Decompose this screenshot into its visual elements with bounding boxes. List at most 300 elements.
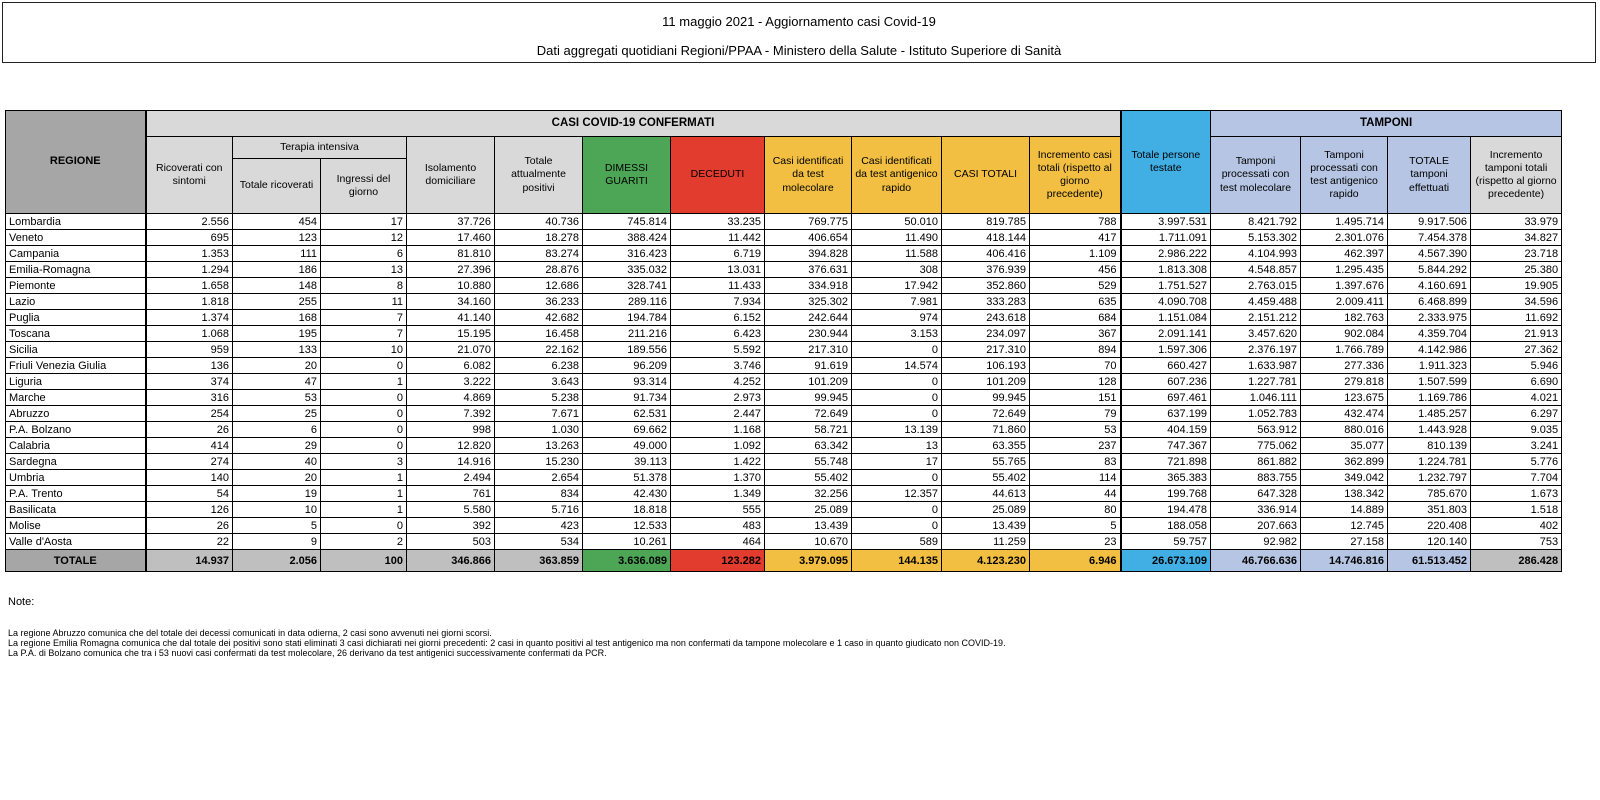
table-cell: 5 bbox=[1030, 518, 1121, 534]
table-cell: 55.748 bbox=[765, 454, 852, 470]
table-cell: 25.380 bbox=[1471, 262, 1562, 278]
table-cell: 959 bbox=[146, 342, 233, 358]
table-cell: 0 bbox=[321, 518, 407, 534]
table-cell: 4.160.691 bbox=[1388, 278, 1471, 294]
table-cell: 92.982 bbox=[1211, 534, 1301, 550]
table-cell: 17.942 bbox=[852, 278, 942, 294]
header-people-tested: Totale persone testate bbox=[1121, 111, 1211, 214]
table-cell: 138.342 bbox=[1301, 486, 1388, 502]
table-cell: 1.353 bbox=[146, 246, 233, 262]
table-cell: 810.139 bbox=[1388, 438, 1471, 454]
table-cell: 53 bbox=[233, 390, 321, 406]
table-cell: 589 bbox=[852, 534, 942, 550]
notes-title: Note: bbox=[8, 596, 35, 608]
table-cell: 72.649 bbox=[765, 406, 852, 422]
table-row bbox=[6, 214, 1562, 230]
table-cell: 998 bbox=[407, 422, 495, 438]
table-cell: 237 bbox=[1030, 438, 1121, 454]
table-cell: 414 bbox=[146, 438, 233, 454]
table-cell: 0 bbox=[321, 438, 407, 454]
table-cell: 25.089 bbox=[942, 502, 1030, 518]
table-cell: 230.944 bbox=[765, 326, 852, 342]
table-cell: 151 bbox=[1030, 390, 1121, 406]
region-name: Lazio bbox=[6, 294, 146, 310]
table-cell: 13.139 bbox=[852, 422, 942, 438]
header-icu-admissions: Ingressi del giorno bbox=[321, 159, 407, 214]
table-cell: 242.644 bbox=[765, 310, 852, 326]
table-cell: 4.021 bbox=[1471, 390, 1562, 406]
table-cell: 16.458 bbox=[495, 326, 583, 342]
table-cell: 365.383 bbox=[1121, 470, 1211, 486]
table-cell: 607.236 bbox=[1121, 374, 1211, 390]
region-name: Molise bbox=[6, 518, 146, 534]
table-cell: 23 bbox=[1030, 534, 1121, 550]
table-cell: 194.784 bbox=[583, 310, 671, 326]
table-cell: 55.402 bbox=[942, 470, 1030, 486]
table-cell: 5.716 bbox=[495, 502, 583, 518]
table-cell: 417 bbox=[1030, 230, 1121, 246]
table-cell: 182.763 bbox=[1301, 310, 1388, 326]
region-name: Toscana bbox=[6, 326, 146, 342]
table-cell: 34.160 bbox=[407, 294, 495, 310]
table-cell: 6.082 bbox=[407, 358, 495, 374]
table-cell: 51.378 bbox=[583, 470, 671, 486]
table-cell: 1.109 bbox=[1030, 246, 1121, 262]
table-cell: 697.461 bbox=[1121, 390, 1211, 406]
table-cell: 1.518 bbox=[1471, 502, 1562, 518]
table-cell: 483 bbox=[671, 518, 765, 534]
table-cell: 1.092 bbox=[671, 438, 765, 454]
table-cell: 5.580 bbox=[407, 502, 495, 518]
notes-lines bbox=[8, 628, 1006, 658]
table-cell: 3 bbox=[321, 454, 407, 470]
table-cell: 362.899 bbox=[1301, 454, 1388, 470]
table-cell: 96.209 bbox=[583, 358, 671, 374]
table-cell: 880.016 bbox=[1301, 422, 1388, 438]
table-row bbox=[6, 454, 1562, 470]
header-swabs-increase: Incremento tamponi totali (rispetto al giorno precedente) bbox=[1471, 137, 1562, 214]
notes-section bbox=[8, 596, 1006, 658]
table-cell: 220.408 bbox=[1388, 518, 1471, 534]
table-cell: 128 bbox=[1030, 374, 1121, 390]
header-regione: REGIONE bbox=[6, 111, 146, 214]
table-cell: 13.439 bbox=[942, 518, 1030, 534]
table-row bbox=[6, 470, 1562, 486]
region-name: Abruzzo bbox=[6, 406, 146, 422]
table-cell: 1.224.781 bbox=[1388, 454, 1471, 470]
table-cell: 1.818 bbox=[146, 294, 233, 310]
table-cell: 352.860 bbox=[942, 278, 1030, 294]
table-row bbox=[6, 294, 1562, 310]
table-cell: 123.675 bbox=[1301, 390, 1388, 406]
table-cell: 1.633.987 bbox=[1211, 358, 1301, 374]
table-cell: 404.159 bbox=[1121, 422, 1211, 438]
table-cell: 70 bbox=[1030, 358, 1121, 374]
table-cell: 5.238 bbox=[495, 390, 583, 406]
table-cell: 15.230 bbox=[495, 454, 583, 470]
table-cell: 91.619 bbox=[765, 358, 852, 374]
table-cell: 788 bbox=[1030, 214, 1121, 230]
header-cases-antigen: Casi identificati da test antigenico rapido bbox=[852, 137, 942, 214]
region-name: Lombardia bbox=[6, 214, 146, 230]
table-cell: 10 bbox=[233, 502, 321, 518]
table-cell: 6.946 bbox=[1030, 550, 1121, 572]
table-cell: 42.430 bbox=[583, 486, 671, 502]
table-cell: 974 bbox=[852, 310, 942, 326]
table-cell: 1.227.781 bbox=[1211, 374, 1301, 390]
table-cell: 15.195 bbox=[407, 326, 495, 342]
table-cell: 255 bbox=[233, 294, 321, 310]
table-cell: 10.261 bbox=[583, 534, 671, 550]
table-cell: 234.097 bbox=[942, 326, 1030, 342]
table-cell: 44 bbox=[1030, 486, 1121, 502]
table-cell: 14.937 bbox=[146, 550, 233, 572]
table-cell: 1.374 bbox=[146, 310, 233, 326]
table-cell: 861.882 bbox=[1211, 454, 1301, 470]
table-cell: 25 bbox=[233, 406, 321, 422]
table-cell: 3.222 bbox=[407, 374, 495, 390]
table-cell: 207.663 bbox=[1211, 518, 1301, 534]
table-cell: 6 bbox=[321, 246, 407, 262]
table-cell: 3.457.620 bbox=[1211, 326, 1301, 342]
table-cell: 14.574 bbox=[852, 358, 942, 374]
table-cell: 106.193 bbox=[942, 358, 1030, 374]
table-cell: 29 bbox=[233, 438, 321, 454]
table-cell: 47 bbox=[233, 374, 321, 390]
table-cell: 35.077 bbox=[1301, 438, 1388, 454]
table-cell: 1.046.111 bbox=[1211, 390, 1301, 406]
table-cell: 1.295.435 bbox=[1301, 262, 1388, 278]
header-icu-total: Totale ricoverati bbox=[233, 159, 321, 214]
table-cell: 20 bbox=[233, 470, 321, 486]
table-cell: 1.052.783 bbox=[1211, 406, 1301, 422]
table-cell: 289.116 bbox=[583, 294, 671, 310]
table-cell: 32.256 bbox=[765, 486, 852, 502]
table-cell: 3.643 bbox=[495, 374, 583, 390]
table-cell: 6.238 bbox=[495, 358, 583, 374]
table-cell: 11.692 bbox=[1471, 310, 1562, 326]
table-cell: 695 bbox=[146, 230, 233, 246]
table-row bbox=[6, 374, 1562, 390]
region-name: Sicilia bbox=[6, 342, 146, 358]
table-cell: 1.397.676 bbox=[1301, 278, 1388, 294]
table-cell: 21.070 bbox=[407, 342, 495, 358]
table-cell: 3.979.095 bbox=[765, 550, 852, 572]
header-currently-positive: Totale attualmente positivi bbox=[495, 137, 583, 214]
table-cell: 503 bbox=[407, 534, 495, 550]
table-cell: 462.397 bbox=[1301, 246, 1388, 262]
header-hospitalized: Ricoverati con sintomi bbox=[146, 137, 233, 214]
table-row bbox=[6, 486, 1562, 502]
table-cell: 745.814 bbox=[583, 214, 671, 230]
table-cell: 5.776 bbox=[1471, 454, 1562, 470]
table-cell: 14.889 bbox=[1301, 502, 1388, 518]
table-cell: 456 bbox=[1030, 262, 1121, 278]
table-cell: 2.056 bbox=[233, 550, 321, 572]
table-cell: 100 bbox=[321, 550, 407, 572]
table-cell: 18.278 bbox=[495, 230, 583, 246]
table-cell: 53 bbox=[1030, 422, 1121, 438]
table-cell: 1 bbox=[321, 470, 407, 486]
region-name: Marche bbox=[6, 390, 146, 406]
table-cell: 684 bbox=[1030, 310, 1121, 326]
table-cell: 123.282 bbox=[671, 550, 765, 572]
table-cell: 883.755 bbox=[1211, 470, 1301, 486]
table-cell: 819.785 bbox=[942, 214, 1030, 230]
table-cell: 334.918 bbox=[765, 278, 852, 294]
table-cell: 27.362 bbox=[1471, 342, 1562, 358]
table-cell: 3.241 bbox=[1471, 438, 1562, 454]
table-cell: 13.031 bbox=[671, 262, 765, 278]
table-cell: 10.670 bbox=[765, 534, 852, 550]
table-cell: 72.649 bbox=[942, 406, 1030, 422]
table-cell: 1.443.928 bbox=[1388, 422, 1471, 438]
table-cell: 7.704 bbox=[1471, 470, 1562, 486]
table-cell: 11 bbox=[321, 294, 407, 310]
table-cell: 1.294 bbox=[146, 262, 233, 278]
table-cell: 1 bbox=[321, 486, 407, 502]
table-cell: 647.328 bbox=[1211, 486, 1301, 502]
table-cell: 316 bbox=[146, 390, 233, 406]
table-cell: 12.820 bbox=[407, 438, 495, 454]
table-cell: 5 bbox=[233, 518, 321, 534]
region-name: Valle d'Aosta bbox=[6, 534, 146, 550]
table-cell: 1.751.527 bbox=[1121, 278, 1211, 294]
table-cell: 0 bbox=[321, 406, 407, 422]
table-cell: 1.068 bbox=[146, 326, 233, 342]
table-cell: 126 bbox=[146, 502, 233, 518]
table-cell: 1.370 bbox=[671, 470, 765, 486]
table-cell: 13.439 bbox=[765, 518, 852, 534]
table-cell: 4.567.390 bbox=[1388, 246, 1471, 262]
table-cell: 2.376.197 bbox=[1211, 342, 1301, 358]
table-cell: 1.485.257 bbox=[1388, 406, 1471, 422]
table-cell: 464 bbox=[671, 534, 765, 550]
table-cell: 101.209 bbox=[765, 374, 852, 390]
table-cell: 279.818 bbox=[1301, 374, 1388, 390]
table-cell: 199.768 bbox=[1121, 486, 1211, 502]
region-name: Sardegna bbox=[6, 454, 146, 470]
header-swabs-total: TOTALE tamponi effettuati bbox=[1388, 137, 1471, 214]
table-cell: 388.424 bbox=[583, 230, 671, 246]
table-cell: 0 bbox=[852, 390, 942, 406]
table-cell: 637.199 bbox=[1121, 406, 1211, 422]
table-cell: 0 bbox=[852, 518, 942, 534]
table-row bbox=[6, 502, 1562, 518]
table-cell: 363.859 bbox=[495, 550, 583, 572]
table-cell: 328.741 bbox=[583, 278, 671, 294]
table-cell: 376.939 bbox=[942, 262, 1030, 278]
table-row bbox=[6, 390, 1562, 406]
table-cell: 308 bbox=[852, 262, 942, 278]
table-cell: 13 bbox=[852, 438, 942, 454]
table-cell: 5.946 bbox=[1471, 358, 1562, 374]
table-cell: 394.828 bbox=[765, 246, 852, 262]
table-cell: 114 bbox=[1030, 470, 1121, 486]
region-name: Emilia-Romagna bbox=[6, 262, 146, 278]
table-cell: 144.135 bbox=[852, 550, 942, 572]
report-title-box bbox=[2, 2, 1596, 63]
table-cell: 120.140 bbox=[1388, 534, 1471, 550]
table-cell: 18.818 bbox=[583, 502, 671, 518]
table-cell: 8.421.792 bbox=[1211, 214, 1301, 230]
table-cell: 11.490 bbox=[852, 230, 942, 246]
table-cell: 40.736 bbox=[495, 214, 583, 230]
table-cell: 1.813.308 bbox=[1121, 262, 1211, 278]
region-name: P.A. Bolzano bbox=[6, 422, 146, 438]
table-cell: 26.673.109 bbox=[1121, 550, 1211, 572]
table-cell: 83.274 bbox=[495, 246, 583, 262]
table-cell: 277.336 bbox=[1301, 358, 1388, 374]
table-cell: 0 bbox=[852, 374, 942, 390]
table-cell: 6.690 bbox=[1471, 374, 1562, 390]
table-cell: 186 bbox=[233, 262, 321, 278]
table-cell: 7.392 bbox=[407, 406, 495, 422]
table-cell: 111 bbox=[233, 246, 321, 262]
table-cell: 136 bbox=[146, 358, 233, 374]
table-cell: 635 bbox=[1030, 294, 1121, 310]
header-swabs-molecular: Tamponi processati con test molecolare bbox=[1211, 137, 1301, 214]
table-cell: 28.876 bbox=[495, 262, 583, 278]
table-cell: 3.746 bbox=[671, 358, 765, 374]
table-cell: 0 bbox=[321, 358, 407, 374]
table-cell: 775.062 bbox=[1211, 438, 1301, 454]
table-cell: 17 bbox=[321, 214, 407, 230]
table-cell: 14.746.816 bbox=[1301, 550, 1388, 572]
table-row bbox=[6, 518, 1562, 534]
table-cell: 79 bbox=[1030, 406, 1121, 422]
table-cell: 13 bbox=[321, 262, 407, 278]
table-cell: 55.765 bbox=[942, 454, 1030, 470]
table-cell: 2.151.212 bbox=[1211, 310, 1301, 326]
region-name: TOTALE bbox=[6, 550, 146, 572]
table-cell: 423 bbox=[495, 518, 583, 534]
table-cell: 195 bbox=[233, 326, 321, 342]
table-row bbox=[6, 422, 1562, 438]
table-cell: 33.979 bbox=[1471, 214, 1562, 230]
table-cell: 563.912 bbox=[1211, 422, 1301, 438]
table-cell: 10.880 bbox=[407, 278, 495, 294]
table-cell: 335.032 bbox=[583, 262, 671, 278]
table-cell: 902.084 bbox=[1301, 326, 1388, 342]
report-subtitle: Dati aggregati quotidiani Regioni/PPAA - Ministero della Salute - Istituto Superiore di Sanità bbox=[536, 43, 1062, 58]
header-recovered: DIMESSI GUARITI bbox=[583, 137, 671, 214]
table-cell: 83 bbox=[1030, 454, 1121, 470]
table-cell: 12.357 bbox=[852, 486, 942, 502]
table-cell: 4.548.857 bbox=[1211, 262, 1301, 278]
table-cell: 217.310 bbox=[765, 342, 852, 358]
table-cell: 753 bbox=[1471, 534, 1562, 550]
table-cell: 41.140 bbox=[407, 310, 495, 326]
table-cell: 2.763.015 bbox=[1211, 278, 1301, 294]
table-cell: 188.058 bbox=[1121, 518, 1211, 534]
table-cell: 1.349 bbox=[671, 486, 765, 502]
table-cell: 2.986.222 bbox=[1121, 246, 1211, 262]
table-cell: 55.402 bbox=[765, 470, 852, 486]
table-cell: 34.596 bbox=[1471, 294, 1562, 310]
table-cell: 39.113 bbox=[583, 454, 671, 470]
table-cell: 21.913 bbox=[1471, 326, 1562, 342]
table-cell: 1.597.306 bbox=[1121, 342, 1211, 358]
table-cell: 0 bbox=[852, 342, 942, 358]
table-cell: 1.169.786 bbox=[1388, 390, 1471, 406]
table-cell: 316.423 bbox=[583, 246, 671, 262]
table-row bbox=[6, 358, 1562, 374]
table-cell: 217.310 bbox=[942, 342, 1030, 358]
table-cell: 454 bbox=[233, 214, 321, 230]
table-cell: 2.973 bbox=[671, 390, 765, 406]
table-cell: 0 bbox=[852, 406, 942, 422]
table-cell: 254 bbox=[146, 406, 233, 422]
table-cell: 211.216 bbox=[583, 326, 671, 342]
table-header bbox=[6, 111, 1562, 214]
table-cell: 6.152 bbox=[671, 310, 765, 326]
table-cell: 80 bbox=[1030, 502, 1121, 518]
table-cell: 189.556 bbox=[583, 342, 671, 358]
table-cell: 11.259 bbox=[942, 534, 1030, 550]
table-cell: 351.803 bbox=[1388, 502, 1471, 518]
table-cell: 747.367 bbox=[1121, 438, 1211, 454]
table-cell: 63.355 bbox=[942, 438, 1030, 454]
table-cell: 19 bbox=[233, 486, 321, 502]
table-cell: 63.342 bbox=[765, 438, 852, 454]
region-name: Liguria bbox=[6, 374, 146, 390]
table-cell: 1.507.599 bbox=[1388, 374, 1471, 390]
table-cell: 91.734 bbox=[583, 390, 671, 406]
table-cell: 33.235 bbox=[671, 214, 765, 230]
table-cell: 4.459.488 bbox=[1211, 294, 1301, 310]
table-row bbox=[6, 230, 1562, 246]
table-cell: 4.142.986 bbox=[1388, 342, 1471, 358]
table-cell: 1.168 bbox=[671, 422, 765, 438]
table-row bbox=[6, 310, 1562, 326]
table-row bbox=[6, 534, 1562, 550]
table-cell: 6 bbox=[233, 422, 321, 438]
table-cell: 1.151.084 bbox=[1121, 310, 1211, 326]
table-cell: 27.396 bbox=[407, 262, 495, 278]
table-cell: 19.905 bbox=[1471, 278, 1562, 294]
table-cell: 8 bbox=[321, 278, 407, 294]
region-name: Calabria bbox=[6, 438, 146, 454]
table-cell: 5.153.302 bbox=[1211, 230, 1301, 246]
header-cases-increase: Incremento casi totali (rispetto al giorno precedente) bbox=[1030, 137, 1121, 214]
report-title: 11 maggio 2021 - Aggiornamento casi Covid-19 bbox=[662, 14, 936, 29]
table-cell: 1.711.091 bbox=[1121, 230, 1211, 246]
table-cell: 6.719 bbox=[671, 246, 765, 262]
table-cell: 4.869 bbox=[407, 390, 495, 406]
table-cell: 93.314 bbox=[583, 374, 671, 390]
table-cell: 6.423 bbox=[671, 326, 765, 342]
region-name: Veneto bbox=[6, 230, 146, 246]
header-group-confirmed-cases: CASI COVID-19 CONFERMATI bbox=[146, 111, 1121, 137]
note-line: La P.A. di Bolzano comunica che tra i 53 nuovi casi confermati da test molecolare, 26 derivano da test antigenici successivamente confermati da PCR. bbox=[8, 648, 607, 658]
table-cell: 61.513.452 bbox=[1388, 550, 1471, 572]
table-cell: 418.144 bbox=[942, 230, 1030, 246]
table-cell: 2.301.076 bbox=[1301, 230, 1388, 246]
table-cell: 0 bbox=[852, 470, 942, 486]
table-cell: 5.592 bbox=[671, 342, 765, 358]
table-row bbox=[6, 438, 1562, 454]
table-cell: 27.158 bbox=[1301, 534, 1388, 550]
table-cell: 4.359.704 bbox=[1388, 326, 1471, 342]
note-line: La regione Emilia Romagna comunica che dal totale dei positivi sono stati eliminati 3 casi dichiarati nei giorni precedenti: 2 casi in quanto positivi al test antigenico ma non confermati da tampone molecolare e 1 caso in quanto giudicato non COVID-19. bbox=[8, 638, 1006, 648]
table-cell: 17.460 bbox=[407, 230, 495, 246]
table-cell: 9 bbox=[233, 534, 321, 550]
table-cell: 11.433 bbox=[671, 278, 765, 294]
table-cell: 432.474 bbox=[1301, 406, 1388, 422]
table-cell: 7.671 bbox=[495, 406, 583, 422]
table-cell: 4.252 bbox=[671, 374, 765, 390]
